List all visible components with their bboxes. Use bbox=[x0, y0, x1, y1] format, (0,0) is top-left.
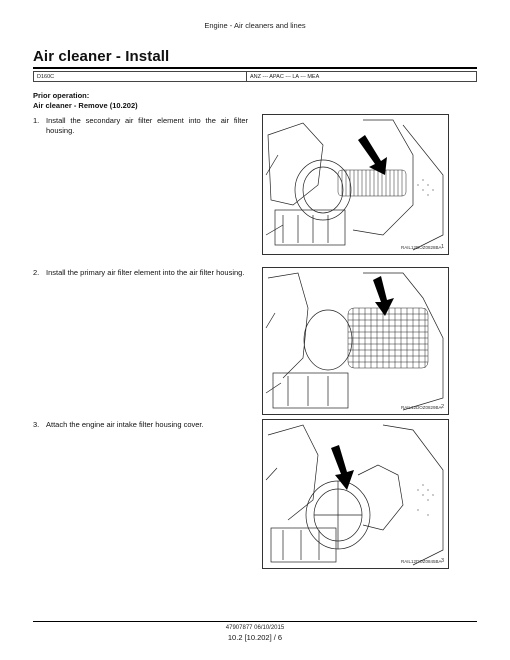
figure-3-housing-cover bbox=[262, 419, 449, 569]
step-1 bbox=[33, 116, 248, 136]
model-code: D160C bbox=[37, 73, 55, 80]
applicability-table bbox=[33, 71, 477, 82]
figure-code: RAIL12DOZ0829BA bbox=[401, 405, 442, 410]
step-number: 3. bbox=[33, 420, 40, 429]
arrow-icon bbox=[358, 135, 387, 175]
step-number: 2. bbox=[33, 268, 40, 277]
prior-operation bbox=[33, 91, 138, 111]
step-text: Install the secondary air filter element into the air filter housing. bbox=[46, 116, 248, 135]
footer-doc-ref: 47907877 06/10/2015 bbox=[225, 625, 285, 631]
figure-code: RAIL12DOZ0845BA bbox=[401, 559, 442, 564]
step-text: Attach the engine air intake filter housing cover. bbox=[46, 420, 204, 429]
figure-code: RAIL12DOZ0828BA bbox=[401, 245, 442, 250]
running-head: Engine - Air cleaners and lines bbox=[204, 21, 306, 30]
secondary-filter-illustration bbox=[263, 115, 448, 254]
footer-rule bbox=[33, 621, 477, 622]
figure-number: 2 bbox=[441, 404, 445, 410]
housing-cover-illustration bbox=[263, 420, 448, 568]
prior-operation-label: Prior operation: bbox=[33, 91, 90, 100]
figure-1-secondary-filter bbox=[262, 114, 449, 255]
footer-page-number: 10.2 [10.202] / 6 bbox=[227, 633, 283, 642]
figure-number: 1 bbox=[441, 244, 445, 250]
region-list: ANZ --- APAC --- LA --- MEA bbox=[250, 73, 320, 80]
figure-number: 3 bbox=[441, 558, 445, 564]
step-2 bbox=[33, 268, 248, 278]
step-text: Install the primary air filter element into the air filter housing. bbox=[46, 268, 245, 277]
step-number: 1. bbox=[33, 116, 40, 125]
title-rule bbox=[33, 67, 477, 69]
arrow-icon bbox=[373, 276, 394, 316]
prior-operation-link[interactable]: Air cleaner - Remove (10.202) bbox=[33, 101, 138, 110]
table-divider bbox=[246, 72, 247, 81]
primary-filter-illustration bbox=[263, 268, 448, 414]
page-title: Air cleaner - Install bbox=[33, 48, 170, 65]
step-3 bbox=[33, 420, 248, 430]
figure-2-primary-filter bbox=[262, 267, 449, 415]
